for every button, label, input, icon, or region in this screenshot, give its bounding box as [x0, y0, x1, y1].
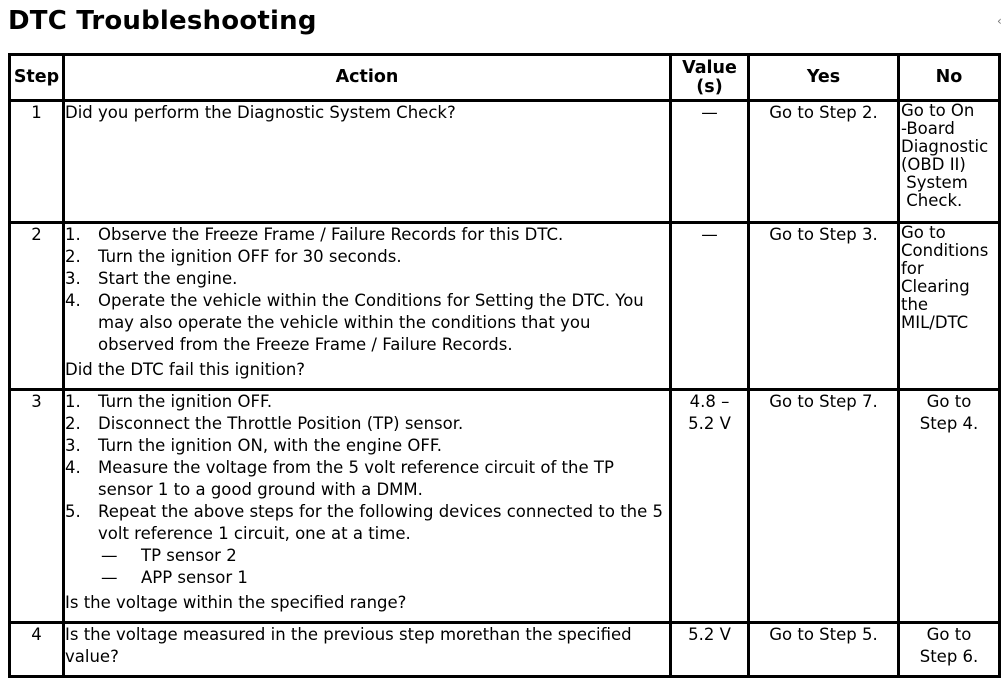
- action-step: [65, 501, 669, 545]
- step-number: 2: [10, 223, 64, 390]
- dash-bullet: —: [101, 546, 118, 565]
- step-number: 1: [10, 101, 64, 223]
- no-cell: [899, 223, 1000, 390]
- action-step-text: Start the engine.: [98, 269, 238, 288]
- no-line: Go to: [901, 223, 946, 242]
- yes-cell: Go to Step 7.: [749, 390, 899, 623]
- device-name: TP sensor 2: [141, 546, 237, 565]
- action-step-number: 4.: [65, 458, 81, 477]
- no-line: Check.: [901, 191, 963, 210]
- no-line: for: [901, 259, 924, 278]
- table-row: [10, 390, 1000, 623]
- action-step-number: 3.: [65, 269, 81, 288]
- action-question: Did you perform the Diagnostic System Check?: [65, 103, 456, 122]
- action-step-text: Turn the ignition OFF for 30 seconds.: [98, 247, 402, 266]
- no-line: MIL/DTC: [901, 313, 969, 332]
- action-step-number: 4.: [65, 291, 81, 310]
- yes-cell: Go to Step 3.: [749, 223, 899, 390]
- dtc-table: [8, 53, 1001, 678]
- device-name: APP sensor 1: [141, 568, 248, 587]
- action-step-number: 2.: [65, 247, 81, 266]
- no-cell: [899, 390, 1000, 623]
- value-cell: —: [671, 101, 749, 223]
- action-step-text: Operate the vehicle within the Conditions for Setting the DTC. You may also operate the vehicle within the conditions that you observed from the Freeze Frame / Failure Records.: [98, 291, 644, 354]
- device-item: [65, 545, 669, 567]
- action-step: [65, 290, 669, 356]
- header-value-line1: Value: [682, 57, 737, 78]
- action-step-number: 3.: [65, 436, 81, 455]
- device-item: [65, 567, 669, 589]
- table-row: [10, 223, 1000, 390]
- header-yes: Yes: [749, 55, 899, 101]
- action-step-number: 5.: [65, 502, 81, 521]
- header-no: No: [899, 55, 1000, 101]
- no-cell: [899, 623, 1000, 677]
- action-question: Is the voltage within the specified range?: [65, 593, 407, 612]
- no-line: Go to: [926, 392, 972, 411]
- action-step: [65, 224, 669, 246]
- action-step-text: Repeat the above steps for the following devices connected to the 5 volt reference 1 circuit, one at a time.: [98, 502, 664, 543]
- value-line: 4.8 –: [689, 392, 730, 411]
- page-title: DTC Troubleshooting: [8, 6, 317, 36]
- action-step-number: 2.: [65, 414, 81, 433]
- no-line: Conditions: [901, 241, 989, 260]
- no-line: -Board: [901, 119, 955, 138]
- no-cell: [899, 101, 1000, 223]
- step-number: 3: [10, 390, 64, 623]
- action-steps: [65, 224, 669, 356]
- value-line: 5.2 V: [688, 414, 731, 433]
- no-line: Go to: [926, 625, 972, 644]
- yes-cell: Go to Step 5.: [749, 623, 899, 677]
- header-row: [10, 55, 1000, 101]
- action-step: [65, 413, 669, 435]
- no-line: Step 6.: [919, 647, 979, 666]
- no-line: Step 4.: [919, 414, 979, 433]
- table-row: [10, 623, 1000, 677]
- header-value-line2: (s): [696, 76, 723, 97]
- action-step: [65, 391, 669, 413]
- action-step-number: 1.: [65, 225, 81, 244]
- action-step-text: Turn the ignition ON, with the engine OFF.: [98, 436, 442, 455]
- no-line: System: [901, 173, 968, 192]
- value-cell: —: [671, 223, 749, 390]
- no-line: (OBD II): [901, 155, 966, 174]
- action-steps: [65, 391, 669, 545]
- header-step: Step: [10, 55, 64, 101]
- action-step-text: Observe the Freeze Frame / Failure Records for this DTC.: [98, 225, 564, 244]
- action-step-text: Measure the voltage from the 5 volt reference circuit of the TP sensor 1 to a good ground with a DMM.: [98, 458, 614, 499]
- action-step: [65, 268, 669, 290]
- action-step-text: Turn the ignition OFF.: [98, 392, 273, 411]
- dash-bullet: —: [101, 568, 118, 587]
- action-step-number: 1.: [65, 392, 81, 411]
- header-value: [671, 55, 749, 101]
- no-line: Go to On: [901, 101, 975, 120]
- action-step: [65, 457, 669, 501]
- device-list: [65, 545, 669, 589]
- no-line: the: [901, 295, 929, 314]
- no-line: Clearing: [901, 277, 970, 296]
- action-question: Did the DTC fail this ignition?: [65, 360, 306, 379]
- action-cell: [64, 101, 671, 223]
- yes-cell: Go to Step 2.: [749, 101, 899, 223]
- action-question: Is the voltage measured in the previous step morethan the specified value?: [65, 625, 632, 666]
- table-row: [10, 101, 1000, 223]
- action-cell: [64, 223, 671, 390]
- action-cell: [64, 390, 671, 623]
- action-step: [65, 435, 669, 457]
- action-step: [65, 246, 669, 268]
- value-cell: 5.2 V: [671, 623, 749, 677]
- step-number: 4: [10, 623, 64, 677]
- edge-mark: ‹: [997, 14, 1002, 28]
- no-line: Diagnostic: [901, 137, 989, 156]
- value-cell: [671, 390, 749, 623]
- action-cell: [64, 623, 671, 677]
- action-step-text: Disconnect the Throttle Position (TP) sensor.: [98, 414, 464, 433]
- header-action: Action: [64, 55, 671, 101]
